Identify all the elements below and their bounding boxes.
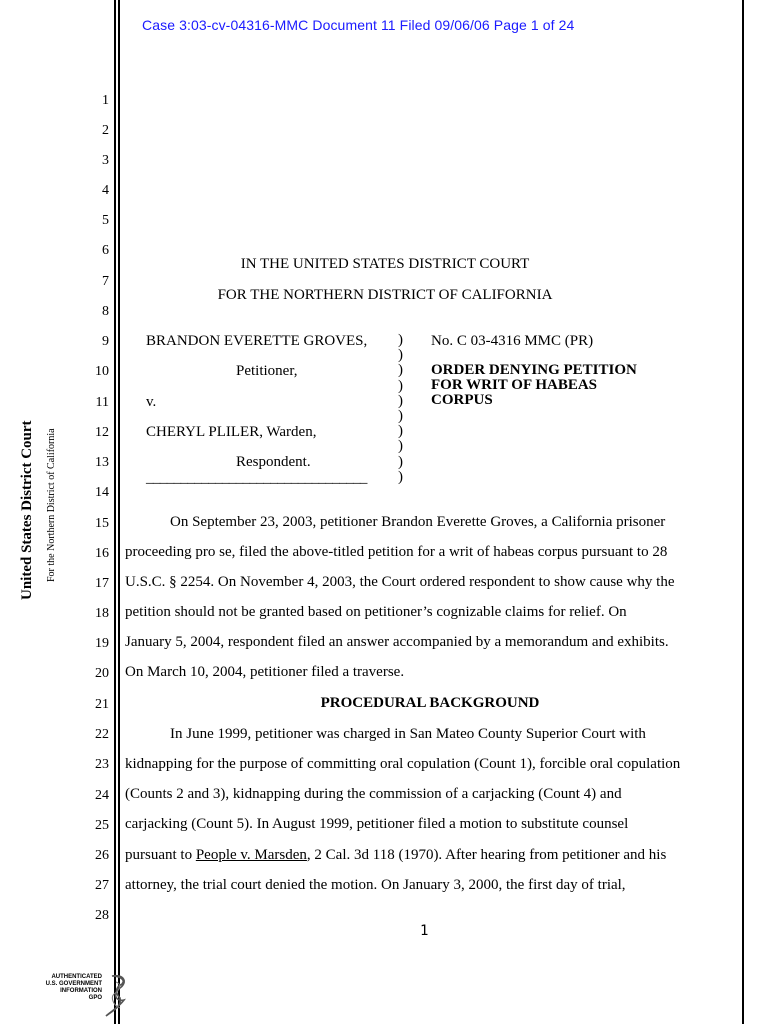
court-title-line-2: FOR THE NORTHERN DISTRICT OF CALIFORNIA xyxy=(217,287,553,303)
respondent-role: Respondent. xyxy=(236,454,311,470)
gpo-authentication-seal xyxy=(40,972,130,1022)
order-title-1: ORDER DENYING PETITION xyxy=(431,362,637,378)
body-line-22: In June 1999, petitioner was charged in San Mateo County Superior Court with xyxy=(170,726,646,742)
line-number: 16 xyxy=(95,546,109,561)
respondent-name: CHERYL PLILER, Warden, xyxy=(146,424,317,440)
line-number: 3 xyxy=(102,153,109,168)
line-number: 24 xyxy=(95,788,109,803)
line-number: 22 xyxy=(95,727,109,742)
body-line-20: On March 10, 2004, petitioner filed a traverse. xyxy=(125,664,405,680)
line-number: 17 xyxy=(95,576,109,591)
left-margin-rule-1 xyxy=(114,0,116,1024)
seal-line: AUTHENTICATED xyxy=(51,974,102,980)
body-line-15: On September 23, 2003, petitioner Brandon Everette Groves, a California prisoner xyxy=(170,514,666,530)
line-number: 2 xyxy=(102,123,109,138)
page-number: 1 xyxy=(420,923,429,939)
order-title-2: FOR WRIT OF HABEAS xyxy=(431,377,598,393)
seal-line: GPO xyxy=(88,995,102,1001)
line-number: 8 xyxy=(102,304,109,319)
body-line-27: attorney, the trial court denied the motion. On January 3, 2000, the first day of trial, xyxy=(125,877,626,893)
line-number: 7 xyxy=(102,274,109,289)
case-citation: People v. Marsden xyxy=(195,847,307,863)
petitioner-name: BRANDON EVERETTE GROVES, xyxy=(146,333,368,349)
line-number: 12 xyxy=(95,425,109,440)
caption-parentheses: ) ) ) ) ) ) ) ) ) ) xyxy=(398,332,403,485)
gpo-eagle-icon xyxy=(102,972,132,1018)
line-number: 9 xyxy=(102,334,109,349)
line-number: 14 xyxy=(95,485,109,500)
line-number: 1 xyxy=(102,93,109,108)
body-line-17: U.S.C. § 2254. On November 4, 2003, the Court ordered respondent to show cause why the xyxy=(125,574,675,590)
line-number: 28 xyxy=(95,908,109,923)
body-line-23: kidnapping for the purpose of committing oral copulation (Count 1), forcible oral copulation xyxy=(125,756,681,772)
body-line-26-post: , 2 Cal. 3d 118 (1970). After hearing from petitioner and his xyxy=(306,847,667,863)
body-line-26 xyxy=(125,847,735,864)
court-title-line-1: IN THE UNITED STATES DISTRICT COURT xyxy=(240,256,530,272)
left-margin-rule-2 xyxy=(118,0,120,1024)
court-side-sublabel: For the Northern District of California xyxy=(46,428,57,582)
line-number: 25 xyxy=(95,818,109,833)
seal-line: U.S. GOVERNMENT xyxy=(45,981,102,987)
seal-line: INFORMATION xyxy=(60,988,102,994)
body-line-19: January 5, 2004, respondent filed an answer accompanied by a memorandum and exhibits. xyxy=(125,634,669,650)
gpo-seal-text xyxy=(40,974,102,1002)
caption-underscore: ________________________________ xyxy=(146,470,367,486)
line-number: 18 xyxy=(95,606,109,621)
line-number: 21 xyxy=(95,697,109,712)
court-side-label: United States District Court xyxy=(19,420,35,600)
versus: v. xyxy=(146,394,157,410)
line-number: 10 xyxy=(95,364,109,379)
line-number: 27 xyxy=(95,878,109,893)
order-title-3: CORPUS xyxy=(431,392,493,408)
line-number: 19 xyxy=(95,636,109,651)
line-number: 23 xyxy=(95,757,109,772)
line-number: 6 xyxy=(102,243,109,258)
body-line-24: (Counts 2 and 3), kidnapping during the commission of a carjacking (Count 4) and xyxy=(125,786,622,802)
body-line-16: proceeding pro se, filed the above-titled petition for a writ of habeas corpus pursuant to 28 xyxy=(125,544,668,560)
filing-header-stamp: Case 3:03-cv-04316-MMC Document 11 Filed 09/06/06 Page 1 of 24 xyxy=(142,17,575,33)
line-number: 20 xyxy=(95,666,109,681)
line-number: 4 xyxy=(102,183,109,198)
body-line-25: carjacking (Count 5). In August 1999, petitioner filed a motion to substitute counsel xyxy=(125,816,629,832)
petitioner-role: Petitioner, xyxy=(236,363,298,379)
line-number: 15 xyxy=(95,516,109,531)
line-number: 11 xyxy=(95,395,109,410)
section-heading: PROCEDURAL BACKGROUND xyxy=(320,695,540,711)
body-line-26-pre: pursuant to xyxy=(125,847,196,863)
line-number: 26 xyxy=(95,848,109,863)
right-margin-rule xyxy=(742,0,744,1024)
line-number: 13 xyxy=(95,455,109,470)
case-number: No. C 03-4316 MMC (PR) xyxy=(431,333,594,349)
body-line-18: petition should not be granted based on petitioner’s cognizable claims for relief. On xyxy=(125,604,627,620)
line-number: 5 xyxy=(102,213,109,228)
